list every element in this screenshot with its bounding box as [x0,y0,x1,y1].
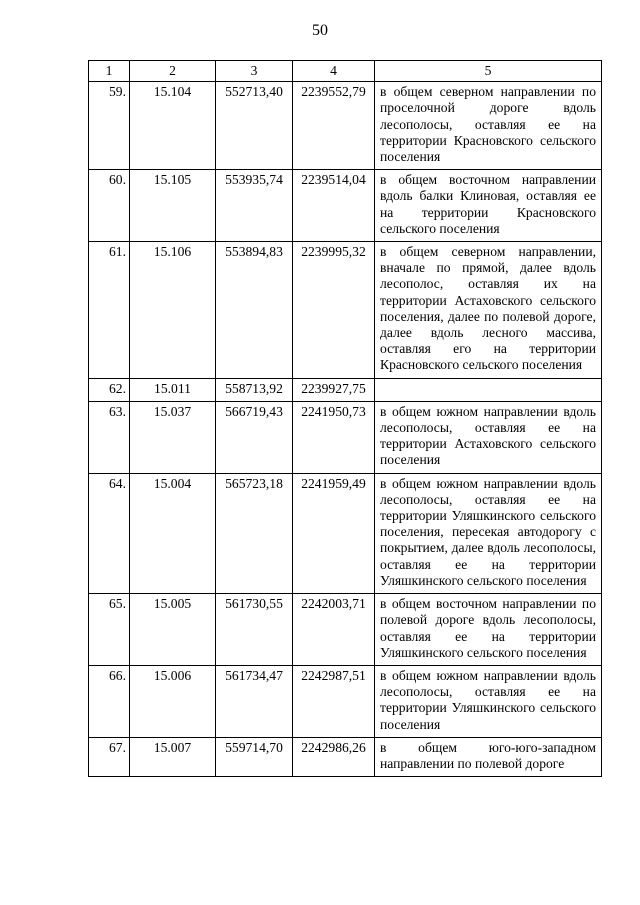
point-id: 15.007 [130,737,216,776]
table-row [89,594,602,666]
y-coordinate: 2239514,04 [293,170,375,242]
route-description: в общем южном направлении вдоль лесополосы, оставляя ее на территории Астаховского сельского поселения [375,401,602,473]
route-description: в общем южном направлении вдоль лесополосы, оставляя ее на территории Уляшкинского сельского поселения [375,665,602,737]
header-row [89,61,602,82]
table-row [89,82,602,170]
row-number: 63. [89,401,130,473]
route-description: в общем восточном направлении по полевой дороге вдоль лесополосы, оставляя ее на территории Уляшкинского сельского поселения [375,594,602,666]
y-coordinate: 2241950,73 [293,401,375,473]
row-number: 62. [89,378,130,401]
row-number: 66. [89,665,130,737]
x-coordinate: 561730,55 [216,594,293,666]
table-row [89,378,602,401]
point-id: 15.104 [130,82,216,170]
y-coordinate: 2239927,75 [293,378,375,401]
row-number: 67. [89,737,130,776]
route-description: в общем северном направлении по проселочной дороге вдоль лесополосы, оставляя ее на территории Красновского сельского поселения [375,82,602,170]
x-coordinate: 559714,70 [216,737,293,776]
table-row [89,401,602,473]
route-description: в общем южном направлении вдоль лесополосы, оставляя ее на территории Уляшкинского сельского поселения, пересекая автодорогу с покрытием, далее вдоль лесополосы, оставляя ее на территории Уляшкинского сельского поселения [375,473,602,593]
point-id: 15.011 [130,378,216,401]
route-description: в общем юго-юго-западном направлении по полевой дороге [375,737,602,776]
header-col-1: 1 [89,61,130,82]
table-row [89,170,602,242]
y-coordinate: 2242987,51 [293,665,375,737]
point-id: 15.006 [130,665,216,737]
header-col-5: 5 [375,61,602,82]
x-coordinate: 566719,43 [216,401,293,473]
row-number: 65. [89,594,130,666]
header-col-2: 2 [130,61,216,82]
x-coordinate: 552713,40 [216,82,293,170]
x-coordinate: 565723,18 [216,473,293,593]
row-number: 61. [89,242,130,379]
table-body [89,82,602,777]
point-id: 15.005 [130,594,216,666]
table-row [89,665,602,737]
y-coordinate: 2242986,26 [293,737,375,776]
route-description [375,378,602,401]
header-col-3: 3 [216,61,293,82]
page-number: 50 [312,22,328,39]
point-id: 15.106 [130,242,216,379]
y-coordinate: 2239552,79 [293,82,375,170]
x-coordinate: 558713,92 [216,378,293,401]
row-number: 59. [89,82,130,170]
point-id: 15.105 [130,170,216,242]
y-coordinate: 2239995,32 [293,242,375,379]
y-coordinate: 2241959,49 [293,473,375,593]
x-coordinate: 553935,74 [216,170,293,242]
table-header [89,61,602,82]
y-coordinate: 2242003,71 [293,594,375,666]
table-row [89,737,602,776]
table-row [89,242,602,379]
x-coordinate: 553894,83 [216,242,293,379]
boundary-table [88,60,602,777]
row-number: 60. [89,170,130,242]
table-row [89,473,602,593]
route-description: в общем восточном направлении вдоль балки Клиновая, оставляя ее на территории Красновского сельского поселения [375,170,602,242]
point-id: 15.004 [130,473,216,593]
route-description: в общем северном направлении, вначале по прямой, далее вдоль лесополос, оставляя их на территории Астаховского сельского поселения, далее по полевой дороге, далее вдоль лесного массива, оставляя его на территории Красновского сельского поселения [375,242,602,379]
row-number: 64. [89,473,130,593]
x-coordinate: 561734,47 [216,665,293,737]
header-col-4: 4 [293,61,375,82]
point-id: 15.037 [130,401,216,473]
